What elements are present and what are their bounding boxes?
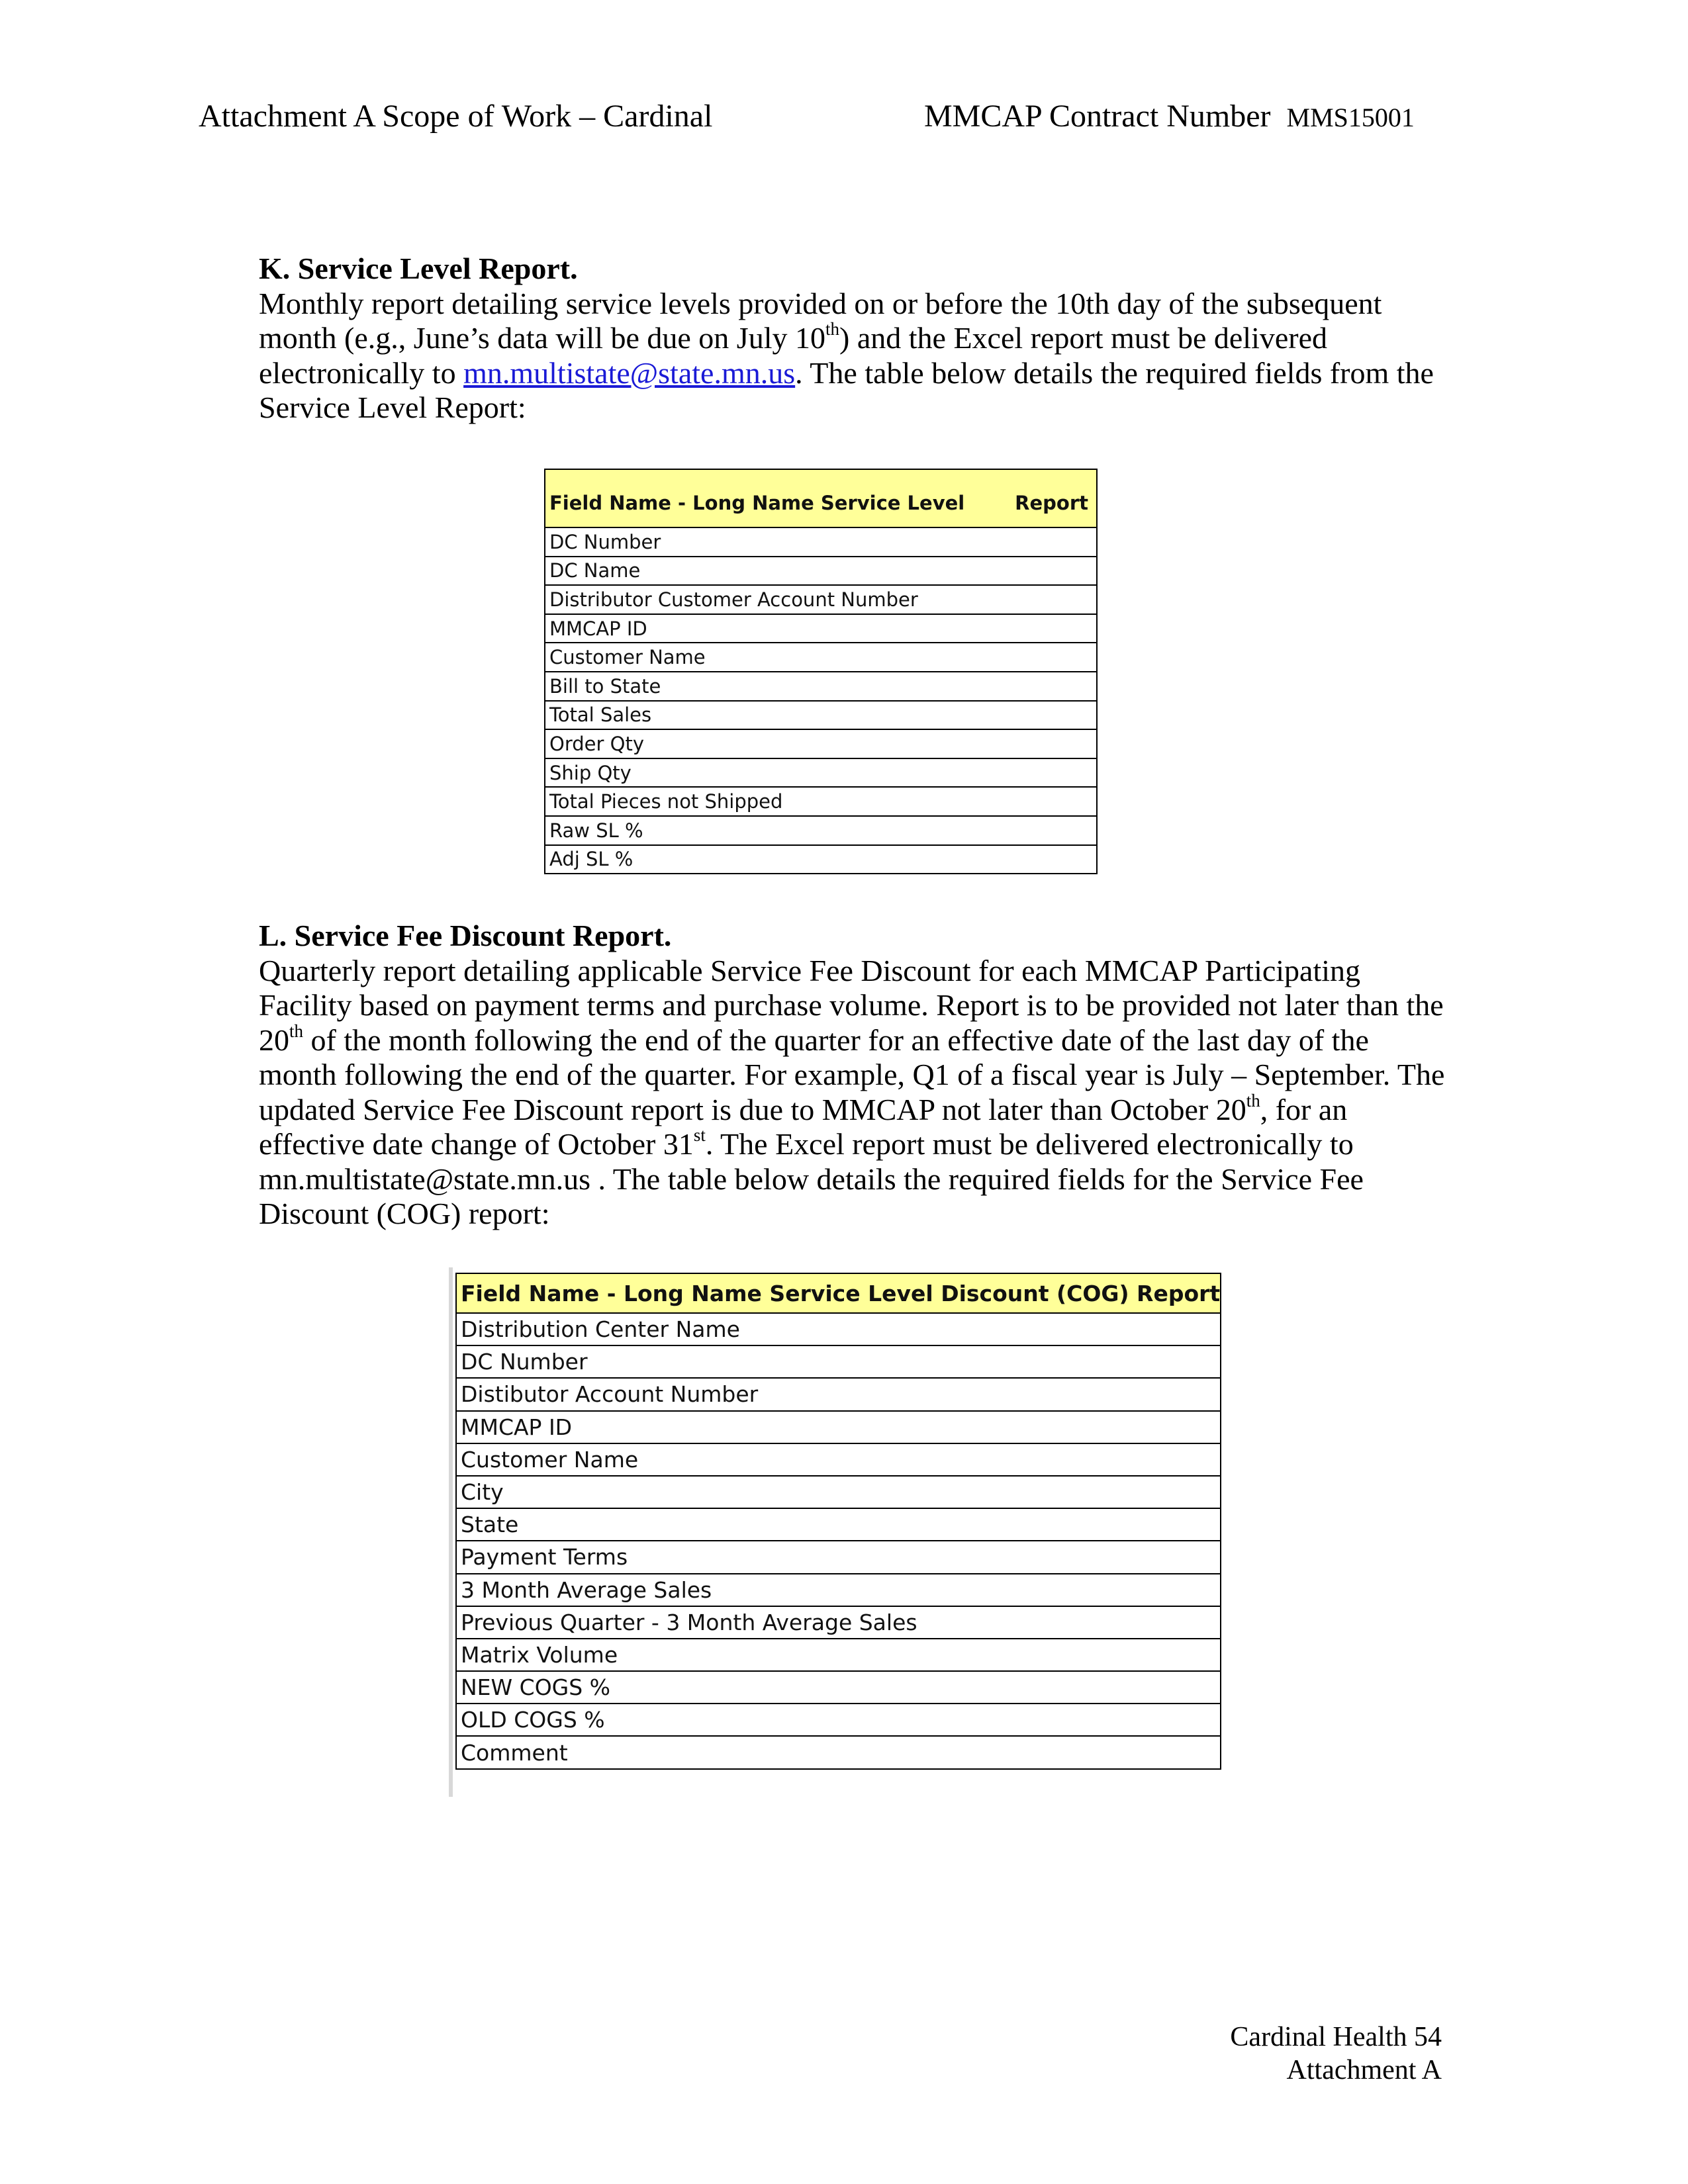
table-row	[456, 1574, 1221, 1606]
table-edge-shadow	[449, 1267, 453, 1797]
field-name-cell: DC Number	[456, 1345, 1221, 1378]
table-row	[545, 729, 1097, 758]
footer-line-2: Attachment A	[1286, 2055, 1442, 2085]
header-title: Attachment A Scope of Work – Cardinal	[199, 99, 713, 134]
table-row	[456, 1476, 1221, 1508]
table-row	[456, 1411, 1221, 1443]
section-l-text-1: Quarterly report detailing applicable Service Fee Discount for each MMCAP Participating Facility based on payment terms and purchase volume. Report is to be provided not later than the 20	[259, 953, 1444, 1057]
table-header-row	[456, 1273, 1221, 1313]
field-name-cell: DC Name	[545, 557, 1097, 586]
table-row	[545, 527, 1097, 557]
table-row	[456, 1508, 1221, 1541]
field-name-cell: Payment Terms	[456, 1541, 1221, 1573]
field-name-cell: Comment	[456, 1736, 1221, 1768]
field-name-cell: NEW COGS %	[456, 1671, 1221, 1704]
field-name-cell: State	[456, 1508, 1221, 1541]
table-row	[545, 585, 1097, 614]
field-name-cell: OLD COGS %	[456, 1704, 1221, 1736]
field-name-cell: Total Pieces not Shipped	[545, 787, 1097, 816]
field-name-cell: Customer Name	[456, 1443, 1221, 1476]
table-header-cell: Field Name - Long Name Service Level Discount (COG) Report	[456, 1273, 1221, 1313]
section-l-text-3: , for an effective date change of October 31	[259, 1092, 1348, 1161]
section-l-paragraph	[259, 954, 1450, 1232]
service-fee-discount-fields-table	[455, 1273, 1221, 1770]
service-level-fields-table	[544, 469, 1098, 874]
table-row	[545, 787, 1097, 816]
table-row	[456, 1639, 1221, 1671]
field-name-cell: Bill to State	[545, 672, 1097, 701]
page-footer	[1230, 2021, 1442, 2087]
field-name-cell: DC Number	[545, 527, 1097, 557]
table-row	[456, 1606, 1221, 1639]
field-name-cell: 3 Month Average Sales	[456, 1574, 1221, 1606]
section-k-sup-1: th	[825, 319, 840, 339]
field-name-cell: Adj SL %	[545, 845, 1097, 874]
email-link[interactable]: mn.multistate@state.mn.us	[463, 355, 796, 390]
section-k-title: K. Service Level Report.	[259, 251, 578, 285]
field-name-cell: Matrix Volume	[456, 1639, 1221, 1671]
table-row	[456, 1671, 1221, 1704]
table-row	[545, 701, 1097, 730]
table-row	[456, 1345, 1221, 1378]
field-name-cell: Distributor Customer Account Number	[545, 585, 1097, 614]
field-name-cell: Total Sales	[545, 701, 1097, 730]
table-row	[456, 1378, 1221, 1410]
section-l-sup-3: st	[693, 1125, 706, 1145]
table-row	[545, 845, 1097, 874]
table-row	[456, 1541, 1221, 1573]
section-k-text-3: . The table below details the required fields from the Service Level Report:	[259, 355, 1434, 424]
table-row	[545, 643, 1097, 672]
section-k-paragraph	[259, 287, 1450, 426]
section-k-text-2: ) and the Excel report must be delivered electronically to	[259, 321, 1328, 390]
field-name-cell: Distribution Center Name	[456, 1313, 1221, 1345]
section-l-sup-1: th	[289, 1021, 304, 1041]
section-l	[259, 919, 1450, 1232]
field-name-cell: Ship Qty	[545, 758, 1097, 788]
section-l-text-4: . The Excel report must be delivered electronically to mn.multistate@state.mn.us . The table below details the required fields for the Service Fee Discount (COG) report:	[259, 1127, 1364, 1230]
contract-label: MMCAP Contract Number	[924, 99, 1271, 134]
table-row	[456, 1704, 1221, 1736]
table-row	[545, 672, 1097, 701]
field-name-cell: MMCAP ID	[456, 1411, 1221, 1443]
field-name-cell: Raw SL %	[545, 816, 1097, 845]
field-name-cell: Customer Name	[545, 643, 1097, 672]
field-name-cell: Previous Quarter - 3 Month Average Sales	[456, 1606, 1221, 1639]
field-name-cell: Distibutor Account Number	[456, 1378, 1221, 1410]
section-l-title: L. Service Fee Discount Report.	[259, 919, 672, 952]
field-name-cell: MMCAP ID	[545, 614, 1097, 643]
header-contract	[924, 98, 1415, 134]
table-row	[545, 557, 1097, 586]
footer-line-1: Cardinal Health 54	[1230, 2022, 1442, 2052]
contract-number: MMS15001	[1286, 103, 1415, 132]
table-header-right: Report	[1015, 492, 1088, 514]
field-name-cell: Order Qty	[545, 729, 1097, 758]
table-row	[456, 1736, 1221, 1768]
section-l-sup-2: th	[1246, 1090, 1260, 1111]
section-k-text-1: Monthly report detailing service levels provided on or before the 10th day of the subsequent month (e.g., June’s data will be due on July 10	[259, 286, 1382, 355]
table-row	[545, 758, 1097, 788]
table-row	[456, 1313, 1221, 1345]
section-k	[259, 251, 1450, 426]
table-row	[545, 614, 1097, 643]
table-row	[545, 816, 1097, 845]
table-row	[456, 1443, 1221, 1476]
table-header-row	[545, 469, 1097, 527]
section-l-text-2: of the month following the end of the quarter for an effective date of the last day of the month following the end of the quarter. For example, Q1 of a fiscal year is July – September. The updated Service Fee Discount report is due to MMCAP not later than October 20	[259, 1023, 1445, 1126]
field-name-cell: City	[456, 1476, 1221, 1508]
table-header-left: Field Name - Long Name Service Level	[549, 492, 965, 514]
table-header-cell	[545, 469, 1097, 527]
